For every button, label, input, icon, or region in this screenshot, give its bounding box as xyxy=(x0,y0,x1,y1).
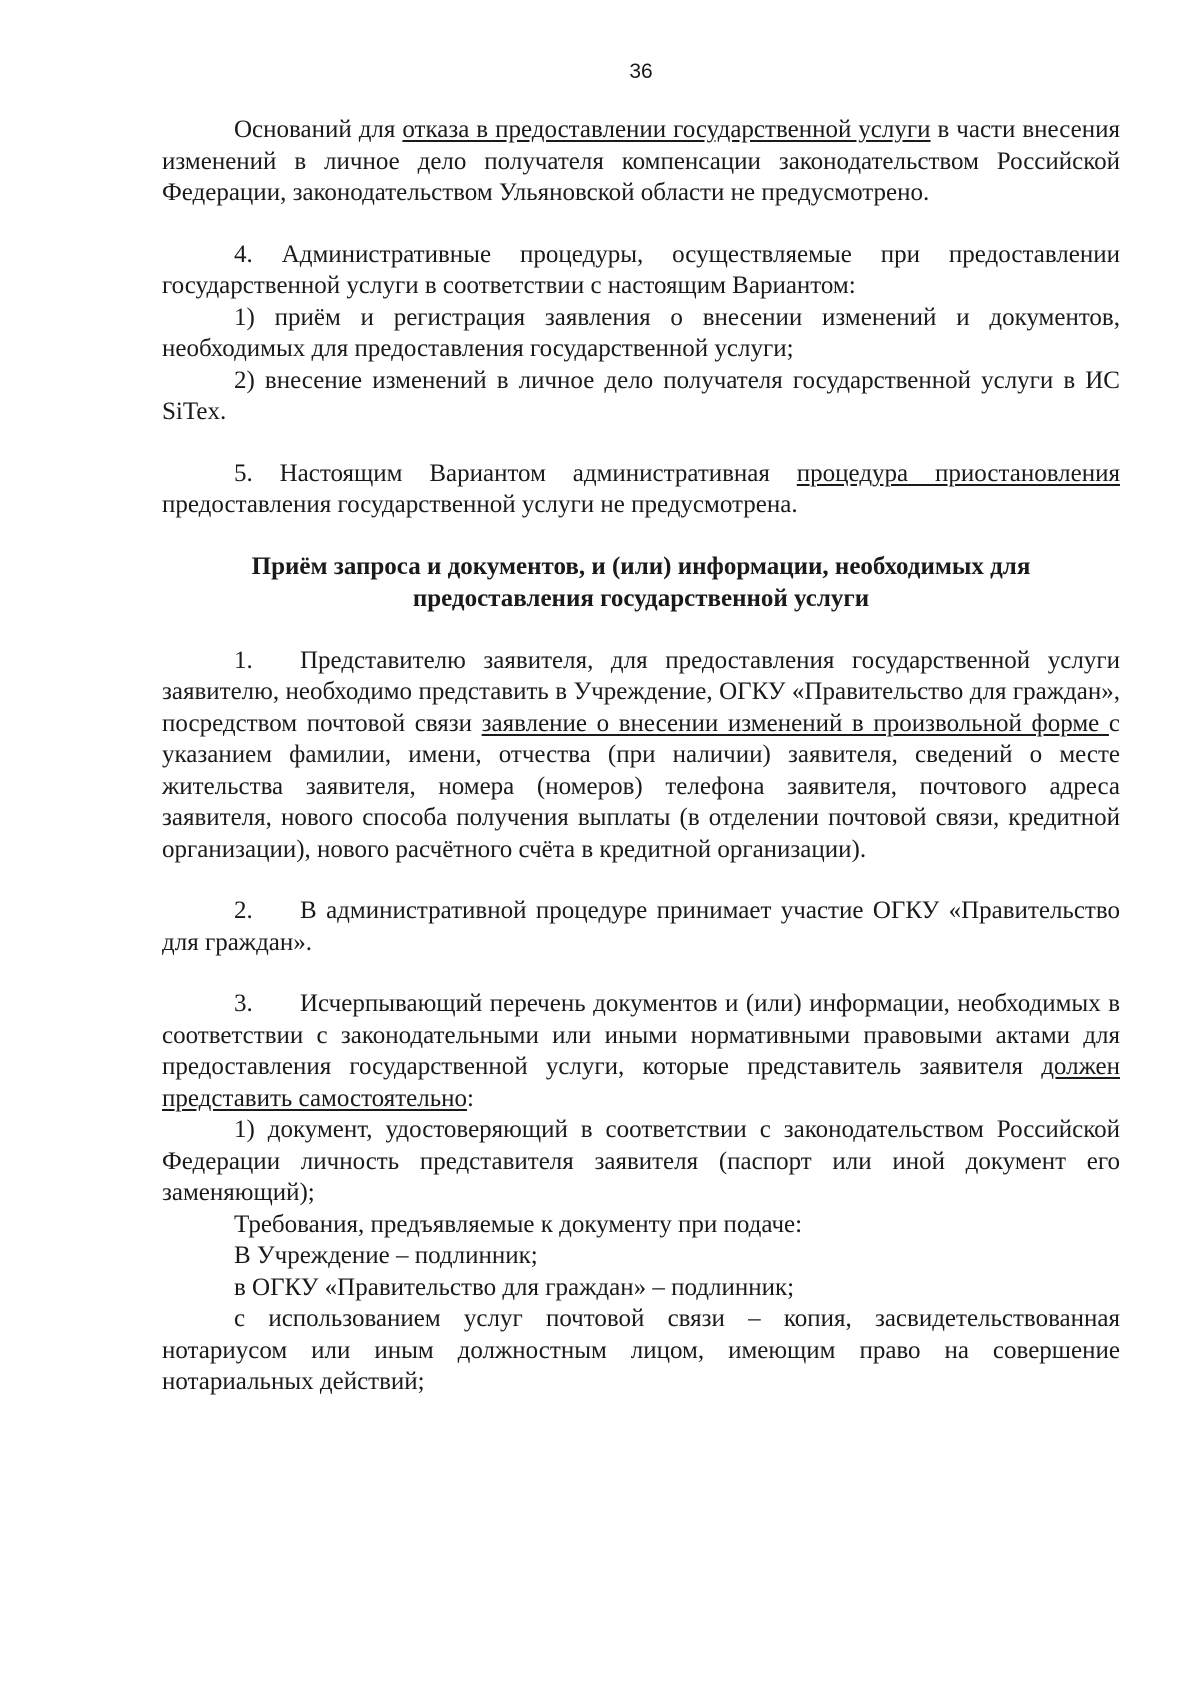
refusal-text-start: Оснований для xyxy=(234,116,403,143)
section-heading: Приём запроса и документов, и (или) информации, необходимых для предоставления государственной услуги xyxy=(251,552,1031,612)
document-requirement-item: 1) документ, удостоверяющий в соответствии с законодательством Российской Федерации личность представителя заявителя (паспорт или иной документ его заменяющий); xyxy=(162,1116,1120,1206)
paragraph-suspension xyxy=(162,458,1120,521)
item-number: 1. xyxy=(234,646,253,674)
item-3-text-start: Исчерпывающий перечень документов и (или) информации, необходимых в соответствии с законодательными или иными нормативными правовыми актами для предоставления государственной услуги, которые представитель заявителя xyxy=(162,990,1120,1080)
page-number: 36 xyxy=(629,60,653,83)
item-number: 3. xyxy=(234,990,253,1017)
section-item-3 xyxy=(162,988,1120,1114)
requirement-institution: В Учреждение – подлинник; xyxy=(234,1242,538,1269)
item-1-underlined-phrase: заявление о внесении изменений в произвольной форме xyxy=(481,709,1109,737)
document-body xyxy=(162,114,1120,1398)
item-1-text-start: Представителю заявителя, для предоставления государственной услуги заявителю, необходимо представить в Учреждение, ОГКУ «Правительство для граждан», посредством почтовой связи xyxy=(162,646,1120,737)
item-3-text-end: : xyxy=(466,1084,474,1112)
refusal-underlined-phrase: отказа в предоставлении государственной услуги xyxy=(402,116,931,143)
requirement-postal: с использованием услуг почтовой связи – копия, засвидетельствованная нотариусом или иным должностным лицом, имеющим право на совершение нотариальных действий; xyxy=(162,1305,1120,1395)
requirement-ogku: в ОГКУ «Правительство для граждан» – подлинник; xyxy=(234,1273,795,1301)
item-2-text: В административной процедуре принимает участие ОГКУ «Правительство для граждан». xyxy=(162,897,1120,956)
paragraph-refusal-grounds xyxy=(162,114,1120,209)
paragraph-admin-procedures: 4. Административные процедуры, осуществляемые при предоставлении государственной услуги в соответствии с настоящим Вариантом: xyxy=(162,240,1120,299)
list-item-procedure-2: 2) внесение изменений в личное дело получателя государственной услуги в ИС SiTex. xyxy=(162,366,1120,425)
list-item-procedure-1: 1) приём и регистрация заявления о внесении изменений и документов, необходимых для предоставления государственной услуги; xyxy=(162,303,1120,362)
suspension-text-start: 5. Настоящим Вариантом административная xyxy=(234,459,797,487)
section-item-2 xyxy=(162,895,1120,958)
item-number: 2. xyxy=(234,897,253,924)
refusal-text-end: в части внесения изменений в личное дело получателя компенсации законодательством Российской Федерации, законодательством Ульяновской области не предусмотрено. xyxy=(162,116,1120,206)
suspension-underlined-phrase: процедура приостановления xyxy=(796,459,1121,487)
item-1-text-end: с указанием фамилии, имени, отчества (при наличии) заявителя, сведений о месте жительства заявителя, номера (номеров) телефона заявителя, почтового адреса заявителя, нового способа получения выплаты (в отделении почтовой связи, кредитной организации), нового расчётного счёта в кредитной организации). xyxy=(162,709,1120,863)
requirements-intro: Требования, предъявляемые к документу при подаче: xyxy=(234,1210,803,1238)
item-3-underlined-phrase: должен представить самостоятельно xyxy=(162,1053,1120,1112)
section-item-1 xyxy=(162,645,1120,866)
suspension-text-end: предоставления государственной услуги не предусмотрена. xyxy=(162,491,798,518)
